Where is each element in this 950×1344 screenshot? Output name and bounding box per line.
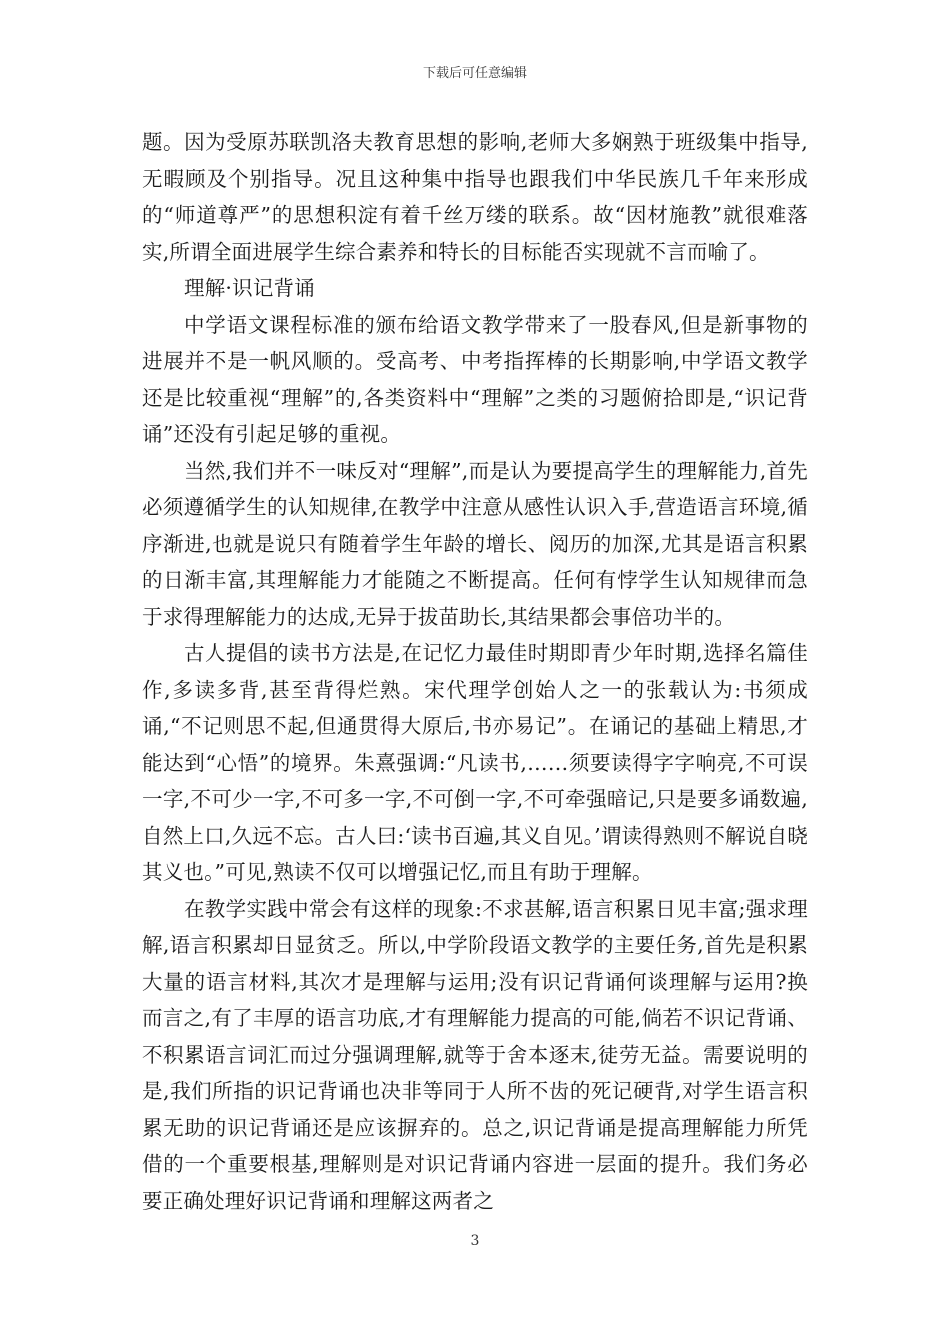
paragraph-continuation: 题。因为受原苏联凯洛夫教育思想的影响,老师大多娴熟于班级集中指导,无暇顾及个别指导。况且这种集中指导也跟我们中华民族几千年来形成的“师道尊严”的思想积淀有着千丝万缕的联系。故“因材施教”就很难落实,所谓全面进展学生综合素养和特长的目标能否实现就不言而喻了。 bbox=[142, 130, 808, 264]
page-header: 下载后可任意编辑 bbox=[422, 66, 527, 81]
page-number: 3 bbox=[470, 1233, 480, 1249]
section-heading: 理解·识记背诵 bbox=[184, 276, 315, 300]
paragraph: 当然,我们并不一味反对“理解”,而是认为要提高学生的理解能力,首先必须遵循学生的认知规律,在教学中注意从感性认识入手,营造语言环境,循序渐进,也就是说只有随着学生年龄的增长、阅历的加深,尤其是语言积累的日渐丰富,其理解能力才能随之不断提高。任何有悖学生认知规律而急于求得理解能力的达成,无异于拔苗助长,其结果都会事倍功半的。 bbox=[142, 458, 808, 629]
paragraph: 古人提倡的读书方法是,在记忆力最佳时期即青少年时期,选择名篇佳作,多读多背,甚至背得烂熟。宋代理学创始人之一的张载认为:书须成诵,“不记则思不起,但通贯得大原后,书亦易记”。在诵记的基础上精思,才能达到“心悟”的境界。朱熹强调:“凡读书,……须要读得字字响亮,不可误一字,不可少一字,不可多一字,不可倒一字,不可牵强暗记,只是要多诵数遍,自然上口,久远不忘。古人曰:‘读书百遍,其义自见。’谓读得熟则不解说自晓其义也。”可见,熟读不仅可以增强记忆,而且有助于理解。 bbox=[142, 641, 808, 884]
body-text bbox=[142, 124, 808, 1219]
paragraph: 中学语文课程标准的颁布给语文教学带来了一股春风,但是新事物的进展并不是一帆风顺的。受高考、中考指挥棒的长期影响,中学语文教学还是比较重视“理解”的,各类资料中“理解”之类的习题俯拾即是,“识记背诵”还没有引起足够的重视。 bbox=[142, 312, 808, 446]
paragraph: 在教学实践中常会有这样的现象:不求甚解,语言积累日见丰富;强求理解,语言积累却日显贫乏。所以,中学阶段语文教学的主要任务,首先是积累大量的语言材料,其次才是理解与运用;没有识记背诵何谈理解与运用?换而言之,有了丰厚的语言功底,才有理解能力提高的可能,倘若不识记背诵、不积累语言词汇而过分强调理解,就等于舍本逐末,徒劳无益。需要说明的是,我们所指的识记背诵也决非等同于人所不齿的死记硬背,对学生语言积累无助的识记背诵还是应该摒弃的。总之,识记背诵是提高理解能力所凭借的一个重要根基,理解则是对识记背诵内容进一层面的提升。我们务必要正确处理好识记背诵和理解这两者之 bbox=[142, 896, 808, 1213]
